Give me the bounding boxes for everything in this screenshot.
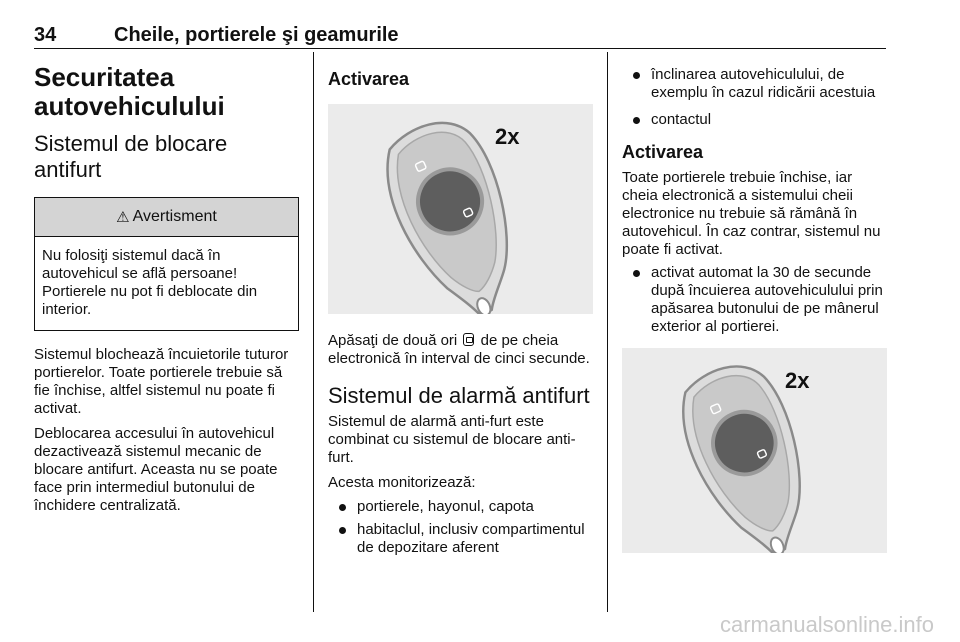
section-subtitle: Sistemul de blocare antifurt [34,131,228,182]
key-fob-image [622,348,887,553]
monitors-intro: Acesta monitorizează: [328,474,476,491]
watermark: carmanualsonline.info [719,612,934,637]
alarm-title: Sistemul de alarmă antifurt [328,383,590,408]
monitors-list [328,498,593,557]
warning-text: Nu folosiţi sistemul dacă în autovehicul se află persoane! Portierele nu pot fi deblocate din interior. [42,247,258,318]
warning-body [35,237,298,330]
chapter-title: Cheile, portierele şi geamurile [114,24,399,46]
lock-button-icon [463,333,474,346]
column-divider [607,52,608,612]
page-header [34,10,886,49]
section-title: Securitatea autovehiculului [34,62,225,121]
key-fob-image [328,104,593,314]
warning-header [35,198,298,237]
activation-heading: Activarea [328,69,410,89]
activation-instruction [328,332,593,368]
key-fob-illustration [622,348,887,553]
press-twice-label: 2x [785,368,810,393]
column-3 [622,60,890,553]
instruction-pre: Apăsaţi de două ori [328,332,458,349]
warning-box [34,197,299,331]
column-2 [328,60,593,557]
list-item: habitaclul, inclusiv compartimentul de depozitare aferent [328,521,593,557]
paragraph: Sistemul blochează încuietorile tuturor portierelor. Toate portierele trebuie să fie închise, altfel sistemul nu poate fi activat. [34,346,289,417]
warning-heading: Avertisment [132,208,217,225]
instruction-post: de pe cheia electronică în interval de cinci secunde. [328,332,590,367]
activation-list [622,264,890,336]
alarm-paragraph: Sistemul de alarmă anti-furt este combinat cu sistemul de blocare anti-furt. [328,413,576,466]
column-divider [313,52,314,612]
list-item: activat automat la 30 de secunde după încuierea autovehiculului prin apăsarea butonului de pe mânerul exterior al portierei. [622,264,890,336]
activation-heading: Activarea [622,142,704,162]
press-twice-label: 2x [495,124,520,149]
list-item: contactul [622,111,890,129]
activation-paragraph: Toate portierele trebuie închise, iar cheia electronică a sistemului cheii electronice nu trebuie să rămână în autovehicul. În caz contrar, sistemul nu poate fi activat. [622,169,881,258]
page-number: 34 [34,24,57,46]
paragraph: Deblocarea accesului în autovehicul dezactivează sistemul mecanic de blocare antifurt. Aceasta nu se poate face prin intermediul butonului de închidere centralizată. [34,425,278,514]
monitors-list-continued [622,66,890,129]
key-fob-illustration [328,104,593,314]
list-item: înclinarea autovehiculului, de exemplu în cazul ridicării acestuia [622,66,890,102]
warning-triangle-icon: ⚠ [116,209,130,226]
column-1 [34,60,299,515]
list-item: portierele, hayonul, capota [328,498,593,516]
